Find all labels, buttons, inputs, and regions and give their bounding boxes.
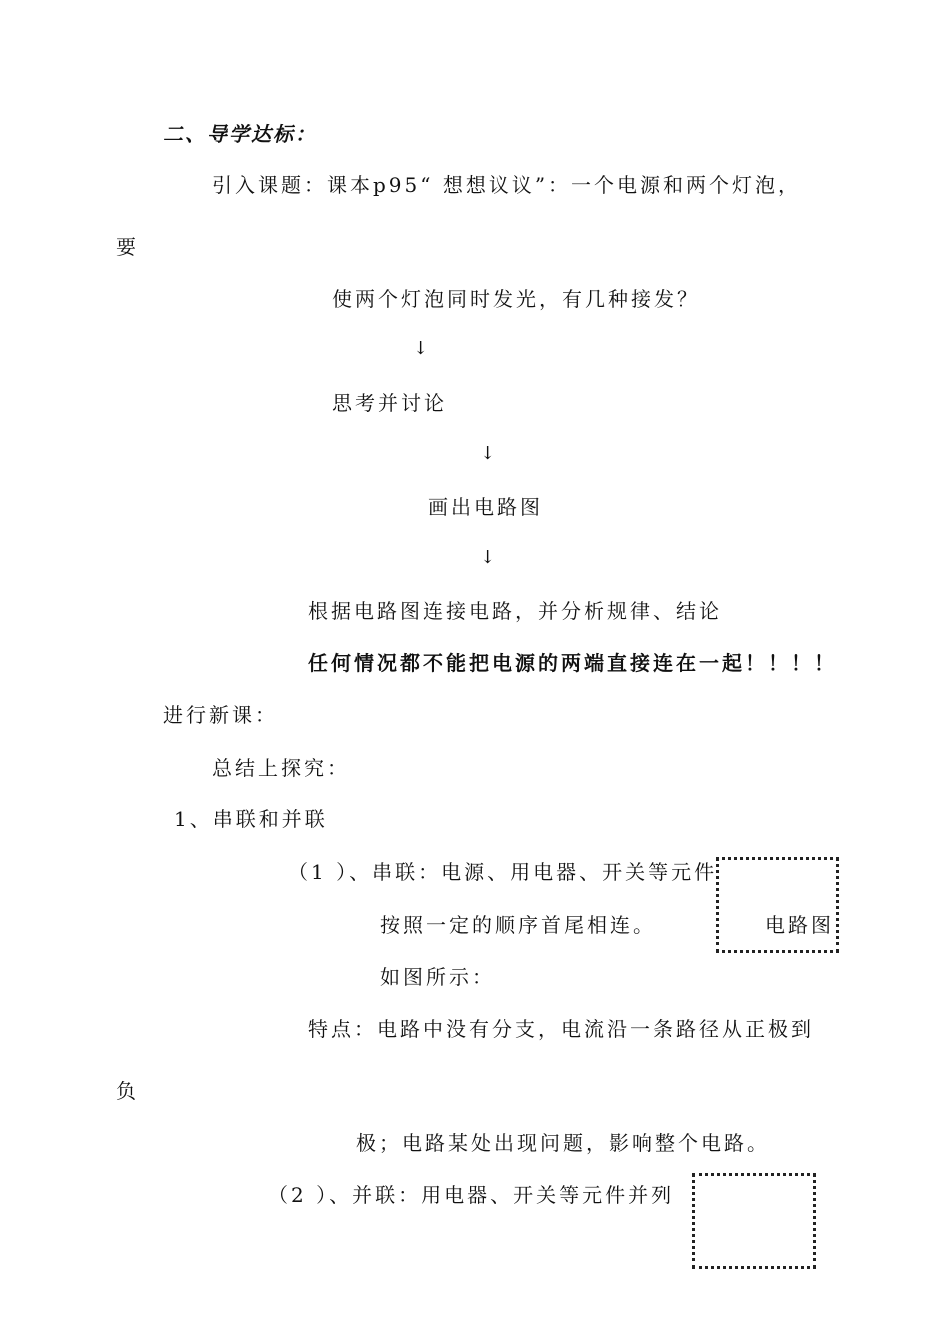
section-heading: 二、导学达标： — [163, 122, 317, 146]
parallel-diagram-box — [692, 1173, 816, 1269]
step-discuss: 思考并讨论 — [332, 391, 447, 415]
new-lesson-label: 进行新课： — [163, 703, 278, 727]
series-line-2: 按照一定的顺序首尾相连。 — [380, 913, 656, 937]
warning-text: 任何情况都不能把电源的两端直接连在一起！！！！ — [308, 651, 837, 675]
parallel-title: （2 ）、并联：用电器、开关等元件并列 — [268, 1183, 675, 1207]
down-arrow-icon: ↓ — [480, 443, 496, 464]
series-feature-1-wrap: 负 — [116, 1079, 139, 1103]
intro-line-2: 使两个灯泡同时发光，有几种接发？ — [332, 287, 700, 311]
series-line-3: 如图所示： — [380, 965, 495, 989]
step-connect-circuit: 根据电路图连接电路，并分析规律、结论 — [308, 599, 722, 623]
series-feature-1: 特点：电路中没有分支，电流沿一条路径从正极到 — [308, 1017, 814, 1041]
intro-line-1-wrap: 要 — [116, 235, 139, 259]
series-diagram-box — [716, 857, 839, 953]
down-arrow-icon: ↓ — [480, 547, 496, 568]
step-draw-circuit: 画出电路图 — [428, 495, 543, 519]
series-diagram-label: 电路图 — [765, 913, 834, 937]
topic-series-parallel: 1、串联和并联 — [174, 807, 328, 831]
intro-line-1: 引入课题：课本p95“ 想想议议”：一个电源和两个灯泡， — [212, 173, 802, 197]
summary-label: 总结上探究： — [212, 756, 350, 780]
series-title: （1 ）、串联：电源、用电器、开关等元件 — [288, 860, 718, 884]
down-arrow-icon: ↓ — [413, 338, 429, 359]
series-feature-2: 极；电路某处出现问题，影响整个电路。 — [356, 1131, 770, 1155]
